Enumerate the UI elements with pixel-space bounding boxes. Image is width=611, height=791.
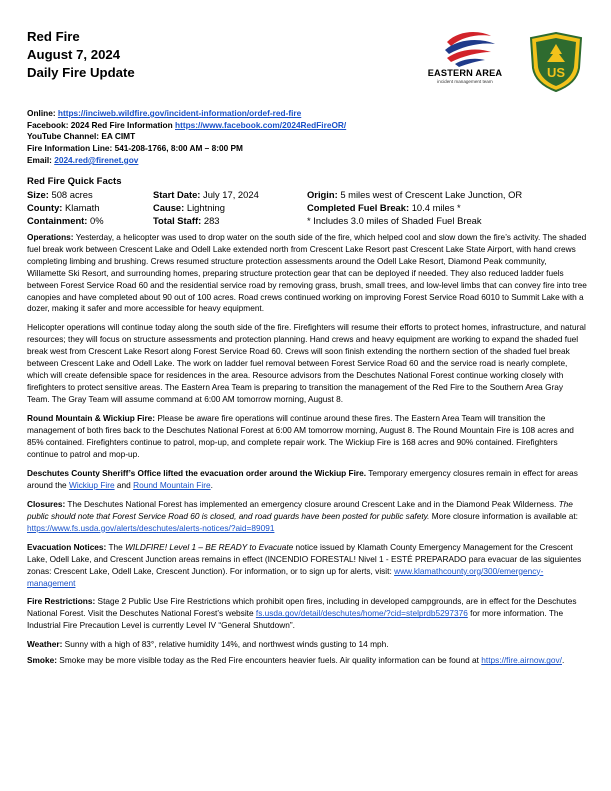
facebook-link[interactable]: https://www.facebook.com/2024RedFireOR/ [175,119,347,130]
phone-line: Fire Information Line: 541-208-1766, 8:00 AM – 8:00 PM [27,143,243,154]
inciweb-link[interactable]: https://inciweb.wildfire.gov/incident-information/ordef-red-fire [57,108,302,118]
forest-service-shield [529,32,583,92]
email-line [27,155,587,167]
email-label: Email: [27,154,55,165]
fire-update-page [27,28,587,667]
airnow-link[interactable]: https://fire.airnow.gov/ [481,655,562,666]
fact-containment: Containment: 0% [27,215,104,227]
svg-text:US: US [546,65,566,80]
eastern-area-flag-icon [417,28,513,68]
operations-paragraph-2: Helicopter operations will continue today along the south side of the fire. Firefighters will resume their efforts to protect homes, infrastructure, and natural resources; they will focus on structure assessments and protection planning. Hand crews and heavy equipment are working to expand the shaded fuel break west from Crescent Lake Resort along Forest Service Road 60. Crews will soon finish extending the northern section of the shaded fuel break between Crescent Lake and Odell Lake. The work on ladder fuel removal between Forest Service Road 60 and the service road is nearly complete, which will create defensible space for residences in the area. Resource advisors from the Deschutes National Forest continue working closely with firefighters to protect sensitive areas. The Eastern Area Team is preparing to transition the management of the Red Fire to the Southern Area Gray Team. The Gray Team will assume command at 6:00 AM tomorrow morning, August 8. [27,322,586,405]
smoke-paragraph: Smoke: Smoke may be more visible today as the Red Fire encounters heavier fuels. Air quality information can be found at https://fire.airnow.gov/. [27,655,565,666]
round-mountain-paragraph: Round Mountain & Wickiup Fire: Please be aware fire operations will continue around these fires. The Eastern Area Team will transition the management of both fires back to the Deschutes National Forest at 6:00 AM tomorrow morning, August 8. The Round Mountain Fire is 108 acres and 85% contained. Firefighters continue to patrol, mop-up, and complete repair work. The Wickiup Fire is 168 acres and 90% contained. Firefighters continue to patrol and mop-up. [27,413,574,459]
contact-info [27,108,587,167]
youtube-line: YouTube Channel: EA CIMT [27,131,136,142]
update-subtitle: Daily Fire Update [27,65,135,80]
fact-fuel-note: * Includes 3.0 miles of Shaded Fuel Break [307,215,482,227]
eastern-area-tagline: incident management team [437,79,493,84]
round-mountain-fire-link[interactable]: Round Mountain Fire [133,479,211,490]
fact-fuel-break: Completed Fuel Break: 10.4 miles * [307,201,461,213]
klamath-county-link[interactable]: www.klamathcounty.org/300/emergency-management [27,565,544,588]
closures-paragraph: Closures: The Deschutes National Forest has implemented an emergency closure around Crescent Lake and in the Diamond Peak Wilderness. The public should note that Forest Service Road 60 is closed, and road guards have been posted for public safety. More closure information is available at: https://www.fs.usda.gov/alerts/deschutes/alerts-notices/?aid=89091 [27,498,578,533]
deschutes-website-link[interactable]: fs.usda.gov/detail/deschutes/home/?cid=stelprdb5297376 [255,608,468,619]
fact-start-date: Start Date: July 17, 2024 [153,188,259,200]
weather-paragraph: Weather: Sunny with a high of 83°, relative humidity 14%, and northwest winds gusting to 14 mph. [27,639,389,650]
fact-total-staff: Total Staff: 283 [153,215,220,227]
facebook-label: Facebook: 2024 Red Fire Information [27,119,175,130]
online-label: Online: [27,108,58,118]
sheriff-paragraph: Deschutes County Sheriff’s Office lifted the evacuation order around the Wickiup Fire. Temporary emergency closures remain in effect for areas around the Wickiup Fire and Round Mountain Fire. [27,467,578,490]
update-date: August 7, 2024 [27,47,121,62]
quick-facts-title: Red Fire Quick Facts [27,175,122,187]
quick-facts-grid [27,188,587,228]
facebook-line [27,120,587,132]
fact-county: County: Klamath [27,201,100,213]
fire-restrictions-paragraph: Fire Restrictions: Stage 2 Public Use Fire Restrictions which prohibit open fires, including in developed campgrounds, are in effect for the Deschutes National Forest. Visit the Deschutes National Forest’s website fs.usda.gov/detail/deschutes/home/?cid=stelprdb5297376 for more information. The Industrial Fire Precaution Level is currently Level IV “General Shutdown”. [27,596,577,631]
fact-cause: Cause: Lightning [153,201,225,213]
eastern-area-logo [417,28,513,90]
fire-title: Red Fire [27,29,80,44]
wickiup-fire-link[interactable]: Wickiup Fire [68,479,115,490]
fact-origin: Origin: 5 miles west of Crescent Lake Junction, OR [307,188,523,200]
online-line [27,108,587,120]
forest-service-shield-icon [529,32,583,92]
closures-link[interactable]: https://www.fs.usda.gov/alerts/deschutes/alerts-notices/?aid=89091 [27,522,275,533]
operations-paragraph: Operations: Yesterday, a helicopter was used to drop water on the south side of the fire, which helped cool and slow down the fire’s activity. The shaded fuel break work between Crescent Lake and Odell Lake extended north from Crescent Lake Resort past Crescent Lake State Airport, with hand crews completing limbing and brushing. Crews resumed structure protection assessments around the Odell Lake Resort, Diamond Peak community, Willamette Ski Resort, and surrounding homes, preparing structure protection gear that can be deployed if needed. They also reduced ladder fuels between Forest Service Road 60 and the residential service road by removing grass, brush, small trees, and low-level limbs that can convey fire into tree canopies and have completed about 90 out of 100 acres. Road crews continued working on improving Forest Service Road 6010 to Summit Lake with a dozer, making it safer and more accessible for heavy equipment. [27,231,587,314]
evacuation-paragraph: Evacuation Notices: The WILDFIRE! Level 1 – BE READY to Evacuate notice issued by Klamath County Emergency Management for the Crescent Lake, Odell Lake, and Crescent Junction areas remains in effect (INCENDIO FORESTAL! Nivel 1 - ESTÉ PREPARADO para evacuar de las siguientes zonas: Crescent Lake, Odell Lake, Crescent Junction). For information, or to sign up for alerts, visit: www.klamathcounty.org/300/emergency-management [27,541,582,588]
eastern-area-name: EASTERN AREA [427,68,503,78]
email-link[interactable]: 2024.red@firenet.gov [54,154,139,165]
logos [417,28,587,90]
fact-size: Size: 508 acres [27,188,93,200]
